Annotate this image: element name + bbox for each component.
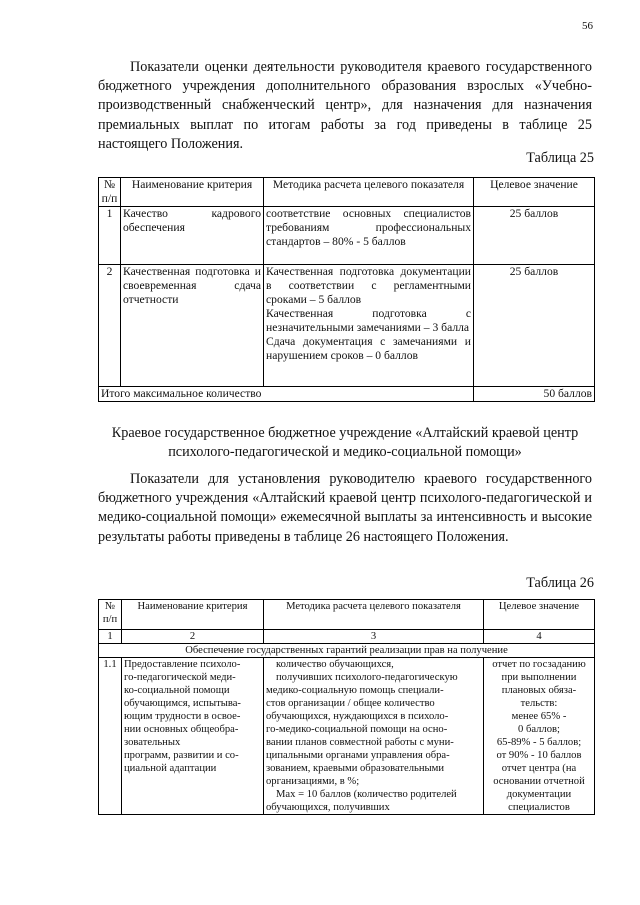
criterion-line: циальной адаптации — [124, 763, 217, 774]
method-line: Сдача документация с замечаниями и нарушением сроков – 0 баллов — [266, 335, 471, 362]
method-line: Качественная подготовка документации в соответствии с регламентными сроками – 5 баллов — [266, 265, 471, 306]
header-criterion: Наименование критерия — [122, 600, 264, 630]
row-target — [484, 658, 595, 815]
method-line: стов организации / общее количество — [266, 698, 435, 709]
section-title: Краевое государственное бюджетное учреждение «Алтайский краевой центр психолого-педагогической и медико-социальной помощи» — [111, 425, 579, 460]
header-num: № п/п — [99, 600, 122, 630]
table-25-caption: Таблица 25 — [526, 150, 594, 166]
intro-paragraph: Показатели оценки деятельности руководителя краевого государственного бюджетного учреждения дополнительного образования взрослых «Учебно-производственный снабженческий центр», для назначения для назначения премиальных выплат по итогам работы за год приведены в таблице 25 настоящего Положения. — [98, 59, 592, 152]
method-line: зованием, краевыми образовательными — [266, 763, 445, 774]
total-value: 50 баллов — [474, 387, 595, 402]
criterion-line: го-педагогической меди- — [124, 672, 236, 683]
second-paragraph: Показатели для установления руководителю краевого государственного бюджетного учреждения «Алтайский краевой центр психолого-педагогической и медико-социальной помощи» ежемесячной выплаты за интенсивность и высокие результаты работы приведены в таблице 26 настоящего Положения. — [98, 471, 592, 545]
header-target: Целевое значение — [484, 600, 595, 630]
criterion-line: обучающимся, испытыва- — [124, 698, 241, 709]
row-method: соответствие основных специалистов требованиям профессиональных стандартов – 80% - 5 баллов — [264, 207, 474, 265]
row-target: 25 баллов — [474, 207, 595, 265]
method-line: вании планов совместной работы с муни- — [266, 737, 454, 748]
criterion-line: ющим трудности в освое- — [124, 711, 241, 722]
table-25 — [98, 177, 595, 402]
header-method: Методика расчета целевого показателя — [264, 600, 484, 630]
method-line: Max = 10 баллов (количество родителей — [276, 789, 457, 800]
table-26 — [98, 599, 595, 815]
table-header-row — [99, 178, 595, 207]
header-num: № п/п — [99, 178, 121, 207]
header-criterion: Наименование критерия — [121, 178, 264, 207]
target-line: от 90% - 10 баллов — [496, 750, 582, 761]
table-header-row — [99, 600, 595, 630]
target-line: при выполнении — [501, 672, 577, 683]
method-line: обучающихся, нуждающихся в психоло- — [266, 711, 449, 722]
section-row — [99, 644, 595, 658]
target-line: плановых обяза- — [501, 685, 577, 696]
header-target: Целевое значение — [474, 178, 595, 207]
criterion-line: нии основных общеобра- — [124, 724, 239, 735]
table-row — [99, 207, 595, 265]
method-line: получивших психолого-педагогическую — [276, 672, 458, 683]
column-number-row — [99, 630, 595, 644]
method-line: ципальными органами управления обра- — [266, 750, 450, 761]
target-line: отчет по госзаданию — [492, 659, 586, 670]
target-line: отчет центра (на — [501, 763, 577, 774]
row-num: 1.1 — [99, 658, 122, 815]
method-line: организациями, в %; — [266, 776, 360, 787]
table-total-row — [99, 387, 595, 402]
total-label: Итого максимальное количество — [99, 387, 474, 402]
table-row — [99, 265, 595, 387]
criterion-line: ко-социальной помощи — [124, 685, 230, 696]
method-line: Качественная подготовка с незначительными замечаниями – 3 балла — [266, 307, 471, 334]
table-row — [99, 658, 595, 815]
criterion-line: программ, развитии и со- — [124, 750, 239, 761]
section-row-text: Обеспечение государственных гарантий реализации прав на получение — [99, 644, 595, 658]
target-line: документации — [506, 789, 572, 800]
row-num: 2 — [99, 265, 121, 387]
col-number: 1 — [99, 630, 122, 644]
target-line: 65-89% - 5 баллов; — [496, 737, 582, 748]
target-line: 0 баллов; — [518, 724, 560, 735]
criterion-line: зовательных — [124, 737, 181, 748]
col-number: 3 — [264, 630, 484, 644]
target-line: менее 65% - — [511, 711, 567, 722]
target-line: тельств: — [520, 698, 558, 709]
row-method — [264, 658, 484, 815]
row-target: 25 баллов — [474, 265, 595, 387]
method-line: медико-социальную помощь специали- — [266, 685, 444, 696]
method-line: го-медико-социальной помощи на осно- — [266, 724, 448, 735]
row-criterion: Качество кадрового обеспечения — [121, 207, 264, 265]
header-method: Методика расчета целевого показателя — [264, 178, 474, 207]
target-line: основании отчетной — [493, 776, 585, 787]
method-line: количество обучающихся, — [276, 659, 394, 670]
table-26-caption: Таблица 26 — [526, 575, 594, 591]
criterion-line: Предоставление психоло- — [124, 659, 241, 670]
method-line: обучающихся, получивших — [266, 802, 390, 813]
row-criterion: Качественная подготовка и своевременная сдача отчетности — [121, 265, 264, 387]
row-method — [264, 265, 474, 387]
row-criterion — [122, 658, 264, 815]
col-number: 2 — [122, 630, 264, 644]
row-num: 1 — [99, 207, 121, 265]
target-line: специалистов — [508, 802, 570, 813]
page-number: 56 — [582, 20, 593, 32]
col-number: 4 — [484, 630, 595, 644]
